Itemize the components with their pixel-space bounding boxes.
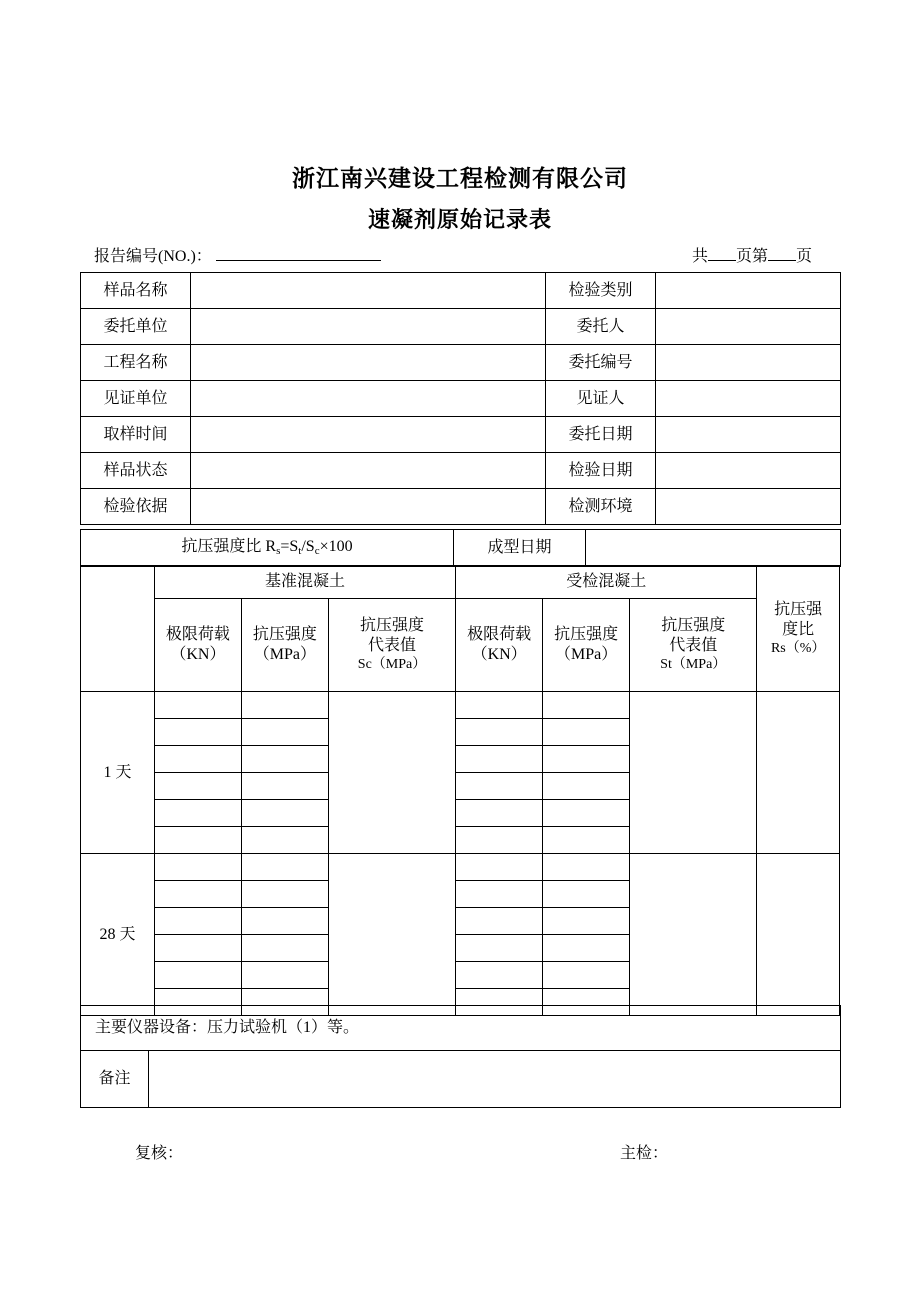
cell-test-load[interactable] — [456, 962, 543, 989]
formula-sub-c: c — [314, 545, 320, 557]
test-rep-line3: St（MPa） — [660, 657, 727, 673]
cell-ref-load[interactable] — [154, 827, 241, 854]
bottom-info-table — [80, 1005, 841, 1108]
pages-prefix: 共 — [691, 248, 708, 265]
pages-middle: 页第 — [735, 248, 768, 265]
cell-test-representative-28day[interactable] — [630, 854, 757, 1016]
column-header-ref-compressive-strength — [241, 599, 328, 692]
cell-strength-ratio-28day[interactable] — [757, 854, 840, 1016]
age-label-1day: 1 天 — [81, 692, 155, 854]
cell-ref-load[interactable] — [154, 908, 241, 935]
info-value-commission-date[interactable] — [656, 417, 841, 453]
cell-test-strength[interactable] — [543, 773, 630, 800]
table-row — [81, 1006, 841, 1051]
form-title: 速凝剂原始记录表 — [367, 207, 552, 232]
table-row — [81, 273, 841, 309]
reviewer-signature-label: 复核： — [135, 1145, 184, 1162]
company-title: 浙江南兴建设工程检测有限公司 — [292, 166, 628, 191]
table-row — [81, 381, 841, 417]
mold-date-label: 成型日期 — [454, 530, 586, 567]
table-subheader-row — [81, 599, 840, 692]
remark-value[interactable] — [149, 1051, 841, 1108]
cell-ref-load[interactable] — [154, 800, 241, 827]
cell-test-load[interactable] — [456, 692, 543, 719]
cell-ref-strength[interactable] — [241, 962, 328, 989]
cell-ref-strength[interactable] — [241, 881, 328, 908]
info-label-test-basis: 检验依据 — [81, 489, 191, 525]
ref-load-line2: （KN） — [170, 646, 226, 663]
column-header-test-compressive-strength — [543, 599, 630, 692]
cell-ref-load[interactable] — [154, 881, 241, 908]
cell-test-load[interactable] — [456, 854, 543, 881]
cell-test-load[interactable] — [456, 719, 543, 746]
cell-test-load[interactable] — [456, 773, 543, 800]
group-header-tested-concrete: 受检混凝土 — [456, 566, 757, 599]
column-header-ref-representative-value — [328, 599, 455, 692]
pages-current-blank[interactable] — [768, 245, 796, 261]
signature-footer — [80, 1140, 840, 1170]
ratio-head-line1: 抗压强 — [774, 600, 823, 618]
info-label-commission-date: 委托日期 — [546, 417, 656, 453]
column-header-test-ultimate-load — [456, 599, 543, 692]
cell-test-representative-1day[interactable] — [630, 692, 757, 854]
info-value-client-unit[interactable] — [191, 309, 546, 345]
cell-ref-load[interactable] — [154, 854, 241, 881]
cell-ref-load[interactable] — [154, 719, 241, 746]
cell-test-load[interactable] — [456, 746, 543, 773]
info-label-sample-state: 样品状态 — [81, 453, 191, 489]
page-count-field — [692, 243, 812, 266]
cell-test-strength[interactable] — [543, 935, 630, 962]
pages-suffix: 页 — [795, 248, 812, 265]
cell-ref-strength[interactable] — [241, 800, 328, 827]
ref-strength-line2: （MPa） — [253, 646, 317, 663]
cell-ref-strength[interactable] — [241, 773, 328, 800]
table-row — [81, 489, 841, 525]
info-label-client-person: 委托人 — [546, 309, 656, 345]
info-value-test-date[interactable] — [656, 453, 841, 489]
cell-test-strength[interactable] — [543, 881, 630, 908]
cell-test-load[interactable] — [456, 800, 543, 827]
table-row — [81, 309, 841, 345]
cell-test-strength[interactable] — [543, 962, 630, 989]
table-row — [81, 417, 841, 453]
test-load-line1: 极限荷载 — [467, 626, 532, 643]
table-row — [81, 1051, 841, 1108]
info-value-test-environment[interactable] — [656, 489, 841, 525]
ref-rep-line2: 代表值 — [368, 637, 417, 655]
info-value-sample-name[interactable] — [191, 273, 546, 309]
info-value-test-basis[interactable] — [191, 489, 546, 525]
table-row — [81, 453, 841, 489]
cell-strength-ratio-1day[interactable] — [757, 692, 840, 854]
cell-ref-strength[interactable] — [241, 692, 328, 719]
cell-ref-representative-28day[interactable] — [328, 854, 455, 1016]
info-value-witness-person[interactable] — [656, 381, 841, 417]
inspector-signature-label: 主检： — [620, 1145, 669, 1162]
cell-test-strength[interactable] — [543, 908, 630, 935]
info-label-test-date: 检验日期 — [546, 453, 656, 489]
test-strength-line1: 抗压强度 — [554, 626, 619, 643]
cell-ref-strength[interactable] — [241, 746, 328, 773]
cell-ref-strength[interactable] — [241, 827, 328, 854]
test-rep-line1: 抗压强度 — [661, 617, 726, 635]
table-header-row — [81, 566, 840, 599]
info-value-sample-state[interactable] — [191, 453, 546, 489]
table-row — [81, 692, 840, 719]
info-label-sampling-time: 取样时间 — [81, 417, 191, 453]
info-label-test-environment: 检测环境 — [546, 489, 656, 525]
formula-sub-s: s — [276, 545, 281, 557]
sample-info-table — [80, 272, 841, 525]
cell-test-load[interactable] — [456, 827, 543, 854]
info-value-witness-unit[interactable] — [191, 381, 546, 417]
formula-sub-t: t — [298, 545, 302, 557]
equipment-text: 主要仪器设备：压力试验机（1）等。 — [81, 1006, 841, 1051]
group-header-reference-concrete: 基准混凝土 — [154, 566, 455, 599]
age-label-28day: 28 天 — [81, 854, 155, 1016]
report-number-label: 报告编号(NO.)： — [94, 248, 212, 265]
info-label-witness-person: 见证人 — [546, 381, 656, 417]
table-row — [81, 530, 841, 567]
header-row — [80, 243, 840, 269]
cell-test-strength[interactable] — [543, 746, 630, 773]
formula-prefix: 抗压强度比 R — [181, 538, 277, 556]
cell-ref-strength[interactable] — [241, 935, 328, 962]
formula-tail: ×100 — [319, 538, 353, 556]
cell-ref-load[interactable] — [154, 746, 241, 773]
cell-ref-strength[interactable] — [241, 854, 328, 881]
column-header-test-representative-value — [630, 599, 757, 692]
info-value-test-category[interactable] — [656, 273, 841, 309]
cell-ref-load[interactable] — [154, 962, 241, 989]
ref-load-line1: 极限荷载 — [165, 626, 230, 643]
info-label-witness-unit: 见证单位 — [81, 381, 191, 417]
cell-test-strength[interactable] — [543, 827, 630, 854]
info-value-commission-no[interactable] — [656, 345, 841, 381]
info-label-sample-name: 样品名称 — [81, 273, 191, 309]
report-number-field[interactable] — [94, 243, 381, 266]
remark-label: 备注 — [81, 1051, 149, 1108]
cell-ref-load[interactable] — [154, 773, 241, 800]
info-value-client-person[interactable] — [656, 309, 841, 345]
ref-strength-line1: 抗压强度 — [252, 626, 317, 643]
info-label-project-name: 工程名称 — [81, 345, 191, 381]
strength-data-table — [80, 565, 840, 1016]
cell-test-load[interactable] — [456, 881, 543, 908]
formula-eq: =S — [280, 538, 299, 556]
cell-test-strength[interactable] — [543, 692, 630, 719]
table-row — [81, 854, 840, 881]
info-value-sampling-time[interactable] — [191, 417, 546, 453]
cell-ref-representative-1day[interactable] — [328, 692, 455, 854]
table-row — [81, 345, 841, 381]
test-strength-line2: （MPa） — [555, 646, 618, 663]
strength-ratio-formula-table — [80, 529, 841, 567]
pages-total-blank[interactable] — [708, 245, 736, 261]
cell-test-load[interactable] — [456, 935, 543, 962]
info-label-test-category: 检验类别 — [546, 273, 656, 309]
title-block — [80, 162, 840, 237]
cell-ref-strength[interactable] — [241, 908, 328, 935]
age-column-header — [81, 566, 155, 692]
formula-slash: /S — [301, 538, 315, 556]
strength-ratio-formula — [81, 530, 454, 567]
cell-ref-load[interactable] — [154, 692, 241, 719]
cell-test-strength[interactable] — [543, 854, 630, 881]
cell-test-load[interactable] — [456, 908, 543, 935]
mold-date-value[interactable] — [586, 530, 841, 567]
info-label-commission-no: 委托编号 — [546, 345, 656, 381]
ref-rep-line3: Sc（MPa） — [357, 657, 427, 673]
column-header-ref-ultimate-load — [154, 599, 241, 692]
cell-ref-load[interactable] — [154, 935, 241, 962]
cell-ref-strength[interactable] — [241, 719, 328, 746]
ratio-head-line2: 度比 — [782, 620, 815, 638]
ratio-head-line3: Rs（%） — [770, 640, 826, 656]
cell-test-strength[interactable] — [543, 800, 630, 827]
column-header-strength-ratio — [757, 566, 840, 692]
report-number-blank[interactable] — [216, 245, 381, 261]
test-rep-line2: 代表值 — [669, 637, 718, 655]
ref-rep-line1: 抗压强度 — [360, 617, 425, 635]
info-label-client-unit: 委托单位 — [81, 309, 191, 345]
info-value-project-name[interactable] — [191, 345, 546, 381]
cell-test-strength[interactable] — [543, 719, 630, 746]
test-load-line2: （KN） — [471, 646, 527, 663]
